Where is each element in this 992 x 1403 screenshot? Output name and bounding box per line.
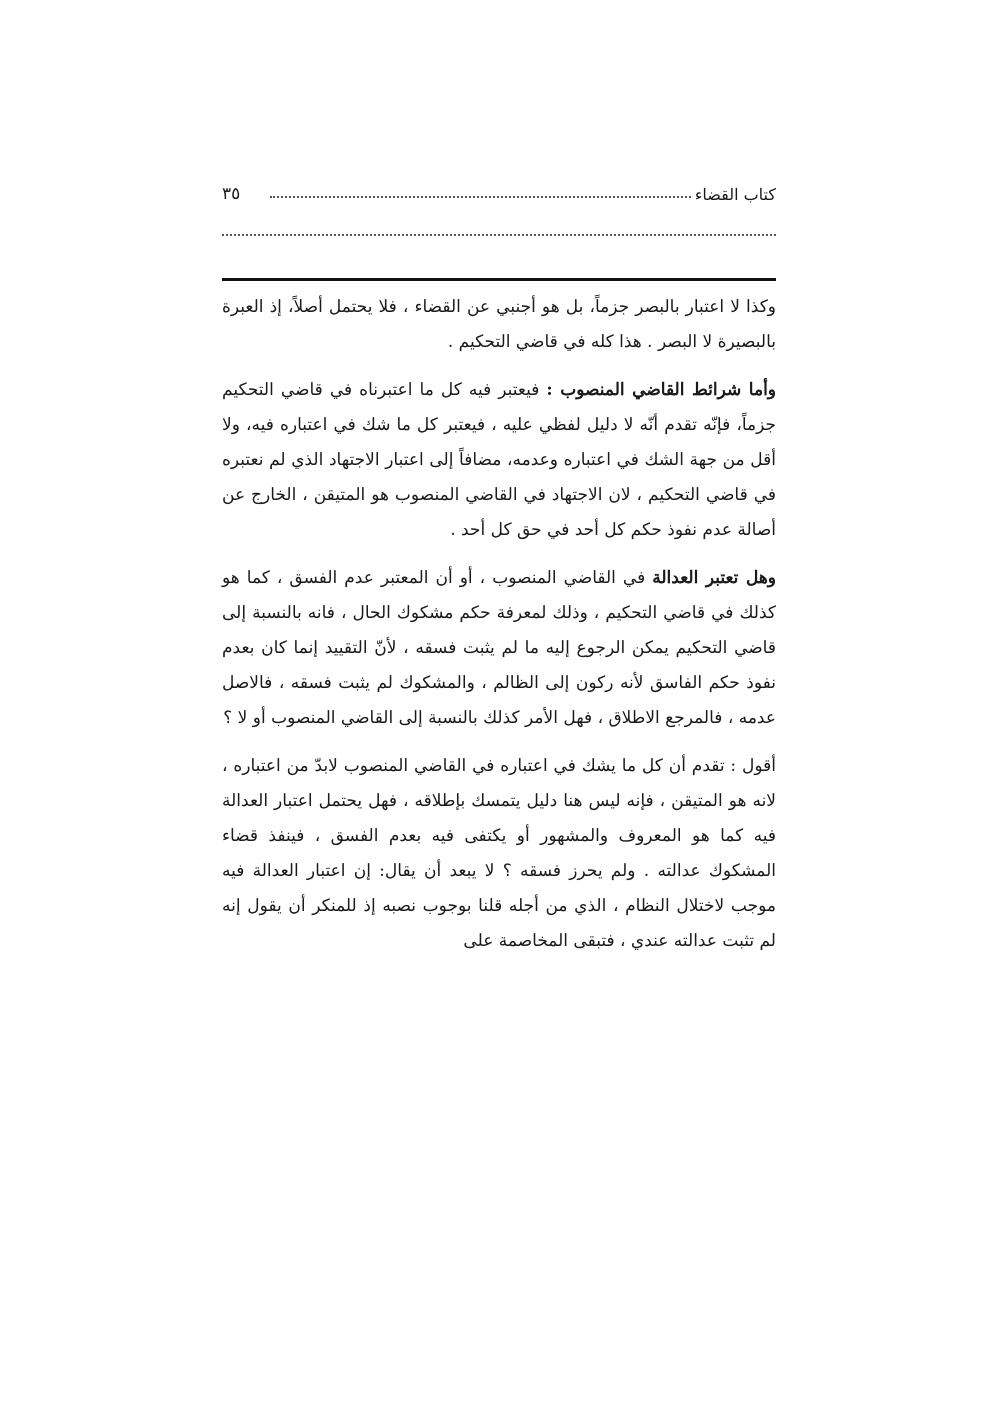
running-head — [222, 170, 776, 204]
body-text — [222, 290, 776, 972]
running-head-title: كتاب القضاء — [694, 185, 776, 204]
paragraph-text: في القاضي المنصوب ، أو أن المعتبر عدم الفسق ، كما هو كذلك في قاضي التحكيم ، وذلك لمعرفة حكم مشكوك الحال ، فانه بالنسبة إلى قاضي التحكيم يمكن الرجوع إليه ما لم يثبت فسقه ، لأنّ التقييد إنما كان بعدم نفوذ حكم الفاسق لأنه ركون إلى الظالم ، والمشكوك لم يثبت فسقه ، فالاصل عدمه ، فالمرجع الاطلاق ، فهل الأمر كذلك بالنسبة إلى القاضي المنصوب أو لا ؟ — [222, 568, 776, 728]
dotted-separator — [222, 234, 776, 236]
paragraph — [222, 373, 776, 548]
paragraph-lead: وأما شرائط القاضي المنصوب : — [546, 380, 777, 400]
paragraph-text: فيعتبر فيه كل ما اعتبرناه في قاضي التحكيم جزماً، فإنّه تقدم أنّه لا دليل لفظي عليه ، فيعتبر كل ما شك في اعتباره فيه، ولا أقل من جهة الشك في اعتباره وعدمه، مضافاً إلى اعتبار الاجتهاد الذي لم نعتبره في قاضي التحكيم ، لان الاجتهاد في القاضي المنصوب هو المتيقن ، الخارج عن أصالة عدم نفوذ حكم كل أحد في حق كل أحد . — [222, 380, 776, 540]
book-page — [222, 170, 776, 1370]
header-rule — [222, 278, 776, 281]
paragraph — [222, 749, 776, 959]
paragraph — [222, 561, 776, 736]
page-number: ٣٥ — [222, 184, 241, 204]
dot-leader — [270, 196, 691, 198]
paragraph-text: أقول : تقدم أن كل ما يشك في اعتباره في القاضي المنصوب لابدّ من اعتباره ، لانه هو المتيقن ، فإنه ليس هنا دليل يتمسك بإطلاقه ، فهل يحتمل اعتبار العدالة فيه كما هو المعروف والمشهور أو يكتفى فيه بعدم الفسق ، فينفذ قضاء المشكوك عدالته . ولم يحرز فسقه ؟ لا يبعد أن يقال: إن اعتبار العدالة فيه موجب لاختلال النظام ، الذي من أجله قلنا بوجوب نصبه إذ للمنكر أن يقول إنه لم تثبت عدالته عندي ، فتبقى المخاصمة على — [222, 756, 776, 951]
paragraph-text: وكذا لا اعتبار بالبصر جزماً، بل هو أجنبي عن القضاء ، فلا يحتمل أصلاً، إذ العبرة بالبصيرة لا البصر . هذا كله في قاضي التحكيم . — [222, 297, 776, 352]
paragraph-lead: وهل تعتبر العدالة — [652, 568, 776, 588]
paragraph — [222, 290, 776, 360]
